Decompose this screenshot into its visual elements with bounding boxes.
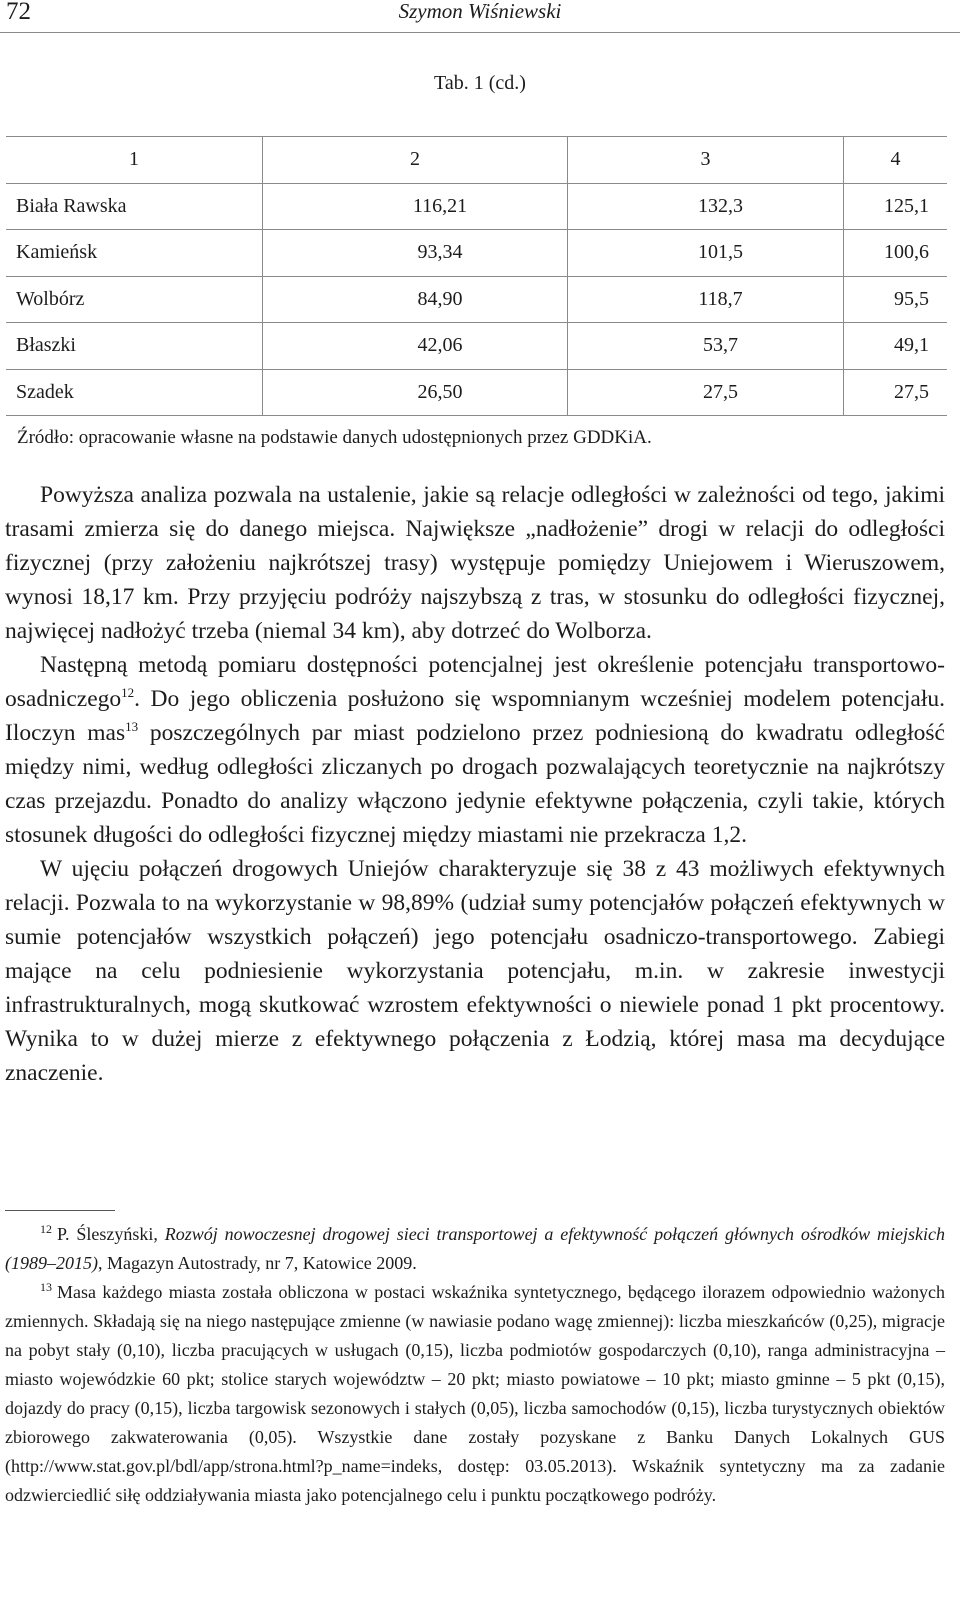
footnote-mark: 13: [40, 1280, 52, 1294]
footnote-separator: [5, 1210, 115, 1211]
table-cell: Błaszki: [6, 323, 263, 370]
table-cell: 26,50: [263, 369, 568, 416]
table-cell: 118,7: [568, 276, 844, 323]
table-cell: 42,06: [263, 323, 568, 370]
table-row: [6, 230, 947, 277]
page-header: [0, 0, 960, 36]
running-head-author: Szymon Wiśniewski: [398, 0, 562, 23]
table-row: [6, 183, 947, 230]
column-number: 4: [844, 137, 948, 184]
table-row: [6, 369, 947, 416]
table-cell: Szadek: [6, 369, 263, 416]
header-rule: [0, 32, 960, 33]
footnote-mark: 12: [40, 1222, 52, 1236]
table-row: [6, 276, 947, 323]
footnote-13: [5, 1278, 945, 1510]
paragraph-text: Następną metodą pomiaru dostępności potencjalnej jest określenie potencjału transportowo-osadniczego: [5, 652, 945, 712]
table-cell: 101,5: [568, 230, 844, 277]
table-cell: Kamieńsk: [6, 230, 263, 277]
table-cell: 84,90: [263, 276, 568, 323]
table-cell: Biała Rawska: [6, 183, 263, 230]
table-cell: Wolbórz: [6, 276, 263, 323]
footnote-text: Masa każdego miasta została obliczona w postaci wskaźnika syntetycznego, będącego ilorazem odpowiednio ważonych zmiennych. Składają się na niego następujące zmienne (w nawiasie podano wagę zmiennej): liczba mieszkańców (0,25), migracje na pobyt stały (0,10), liczba pracujących w usługach (0,15), liczba podmiotów gospodarczych (0,10), ranga administracyjna – miasto wojewódzkie 60 pkt; stolice starych województw – 20 pkt; miasto powiatowe – 10 pkt; miasto gminne – 5 pkt (0,15), dojazdy do pracy (0,15), liczba targowisk sezonowych i stałych (0,05), liczba samochodów (0,15), liczba turystycznych obiektów zbiorowego zakwaterowania (0,05). Wszystkie dane zostały pozyskane z Banku Danych Lokalnych GUS (http://www.stat.gov.pl/bdl/app/strona.html?p_name=indeks, dostęp: 03.05.2013). Wskaźnik syntetyczny ma za zadanie odzwierciedlić siłę oddziaływania miasta jako potencjalnego celu i punktu początkowego podróży.: [5, 1282, 945, 1505]
footnotes: [5, 1220, 945, 1510]
table-caption: Tab. 1 (cd.): [434, 72, 526, 94]
table-header-row: [6, 137, 947, 184]
footnote-citation: , Magazyn Autostrady, nr 7, Katowice 2009.: [98, 1253, 417, 1273]
table-cell: 95,5: [844, 276, 948, 323]
table-cell: 27,5: [844, 369, 948, 416]
table-cell: 132,3: [568, 183, 844, 230]
table-cell: 53,7: [568, 323, 844, 370]
footnote-author: P. Śleszyński,: [57, 1224, 165, 1244]
table-cell: 27,5: [568, 369, 844, 416]
data-table: [6, 136, 947, 416]
body-text: [5, 478, 945, 1090]
paragraph: Powyższa analiza pozwala na ustalenie, jakie są relacje odległości w zależności od tego, jakimi trasami zmierza się do danego miejsca. Największe „nadłożenie” drogi w relacji do odległości fizycznej (przy założeniu najkrótszej trasy) występuje pomiędzy Uniejowem i Wieruszowem, wynosi 18,17 km. Przy przyjęciu podróży najszybszą z tras, w stosunku do odległości fizycznej, najwięcej nadłożyć trzeba (niemal 34 km), aby dotrzeć do Wolborza.: [5, 482, 945, 644]
table-cell: 93,34: [263, 230, 568, 277]
column-number: 2: [263, 137, 568, 184]
footnote-12: [5, 1220, 945, 1278]
column-number: 3: [568, 137, 844, 184]
page-number: 72: [6, 0, 31, 25]
column-number: 1: [6, 137, 263, 184]
paragraph: W ujęciu połączeń drogowych Uniejów charakteryzuje się 38 z 43 możliwych efektywnych relacji. Pozwala to na wykorzystanie w 98,89% (udział sumy potencjałów połączeń efektywnych w sumie potencjałów wszystkich połączeń) jego potencjału osadniczo-transportowego. Zabiegi mające na celu podniesienie wykorzystania potencjału, m.in. w zakresie inwestycji infrastrukturalnych, mogą skutkować wzrostem efektywności o niewiele ponad 1 pkt procentowy. Wynika to w dużej mierze z efektywnego połączenia z Łodzią, której masa ma decydujące znaczenie.: [5, 856, 945, 1086]
table-cell: 100,6: [844, 230, 948, 277]
paragraph-text: poszczególnych par miast podzielono przez podniesioną do kwadratu odległość między nimi, według odległości zliczanych po drogach pozwalających teoretycznie na najkrótszy czas przejazdu. Ponadto do analizy włączono jedynie efektywne połączenia, czyli takie, których stosunek długości do odległości fizycznej między miastami nie przekracza 1,2.: [5, 720, 945, 848]
table-source-note: Źródło: opracowanie własne na podstawie danych udostępnionych przez GDDKiA.: [17, 427, 652, 448]
paragraph-text: . Do jego obliczenia posłużono się wspomnianym wcześniej modelem potencjału. Iloczyn mas: [5, 686, 945, 746]
table-cell: 116,21: [263, 183, 568, 230]
footnote-ref[interactable]: 13: [125, 719, 139, 735]
paragraph: [5, 648, 945, 852]
table-row: [6, 323, 947, 370]
footnote-ref[interactable]: 12: [121, 685, 135, 701]
table-cell: 125,1: [844, 183, 948, 230]
footnote-title: Rozwój nowoczesnej drogowej sieci transportowej a efektywność połączeń głównych ośrodków miejskich (1989–2015): [5, 1224, 945, 1273]
table-cell: 49,1: [844, 323, 948, 370]
